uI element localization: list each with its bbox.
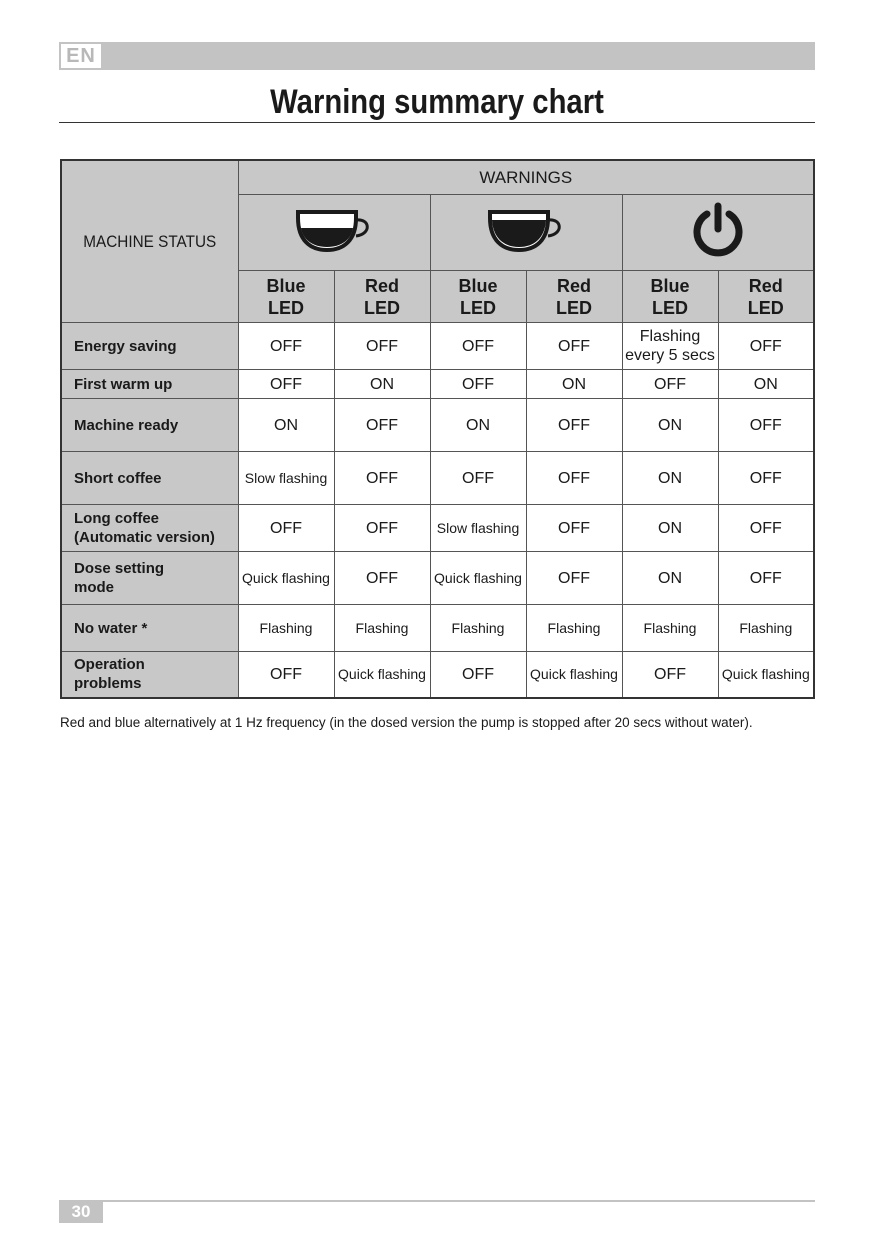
row-label: Dose setting mode	[61, 552, 238, 605]
table-cell: OFF	[622, 370, 718, 399]
table-cell: OFF	[430, 652, 526, 698]
table-cell: OFF	[334, 552, 430, 605]
table-row	[61, 323, 814, 370]
language-bar	[59, 42, 815, 70]
table-cell: ON	[622, 452, 718, 505]
warning-chart-table	[60, 159, 815, 699]
table-cell: OFF	[526, 505, 622, 552]
led-header-2-red: Red LED	[526, 271, 622, 323]
table-cell: ON	[622, 505, 718, 552]
table-cell: OFF	[334, 505, 430, 552]
language-badge: EN	[61, 44, 101, 68]
machine-status-header-cell	[61, 160, 238, 323]
table-row	[61, 505, 814, 552]
table-row	[61, 452, 814, 505]
row-label: No water *	[61, 605, 238, 652]
table-cell: Quick flashing	[430, 552, 526, 605]
table-cell: OFF	[718, 323, 814, 370]
table-cell: OFF	[430, 452, 526, 505]
table-cell: Slow flashing	[430, 505, 526, 552]
led-header-1-blue: Blue LED	[238, 271, 334, 323]
table-cell: OFF	[334, 452, 430, 505]
table-cell: OFF	[622, 652, 718, 698]
table-cell: OFF	[238, 370, 334, 399]
led-header-3-blue: Blue LED	[622, 271, 718, 323]
power-icon	[622, 195, 814, 271]
table-cell: OFF	[238, 505, 334, 552]
table-cell: OFF	[718, 399, 814, 452]
table-cell: Flashing every 5 secs	[622, 323, 718, 370]
table-cell: ON	[334, 370, 430, 399]
row-label: First warm up	[61, 370, 238, 399]
table-cell: Flashing	[526, 605, 622, 652]
page-title: Warning summary chart	[270, 83, 604, 121]
row-label: Short coffee	[61, 452, 238, 505]
table-cell: Flashing	[718, 605, 814, 652]
table-cell: Quick flashing	[334, 652, 430, 698]
table-cell: Flashing	[622, 605, 718, 652]
table-cell: OFF	[238, 652, 334, 698]
footnote: Red and blue alternatively at 1 Hz frequency (in the dosed version the pump is stopped after 20 secs without water).	[60, 715, 753, 730]
table-cell: OFF	[718, 552, 814, 605]
table-cell: Flashing	[334, 605, 430, 652]
led-header-1-red: Red LED	[334, 271, 430, 323]
double-cup-icon	[430, 195, 622, 271]
table-cell: Quick flashing	[718, 652, 814, 698]
table-cell: OFF	[526, 452, 622, 505]
table-cell: ON	[430, 399, 526, 452]
table-cell: Slow flashing	[238, 452, 334, 505]
table-cell: OFF	[526, 552, 622, 605]
table-cell: OFF	[334, 323, 430, 370]
table-cell: OFF	[430, 323, 526, 370]
row-label: Long coffee (Automatic version)	[61, 505, 238, 552]
table-row	[61, 370, 814, 399]
table-cell: ON	[238, 399, 334, 452]
single-cup-icon	[238, 195, 430, 271]
row-label: Energy saving	[61, 323, 238, 370]
led-header-2-blue: Blue LED	[430, 271, 526, 323]
machine-status-header: MACHINE STATUS	[83, 231, 217, 251]
title-underline	[59, 122, 815, 123]
table-cell: OFF	[526, 323, 622, 370]
table-cell: Flashing	[430, 605, 526, 652]
row-label: Operation problems	[61, 652, 238, 698]
table-cell: OFF	[718, 505, 814, 552]
table-cell: ON	[622, 399, 718, 452]
table-row	[61, 552, 814, 605]
table-cell: ON	[526, 370, 622, 399]
table-cell: ON	[718, 370, 814, 399]
table-cell: Flashing	[238, 605, 334, 652]
table-row	[61, 652, 814, 698]
table-cell: OFF	[526, 399, 622, 452]
table-cell: Quick flashing	[526, 652, 622, 698]
led-header-3-red: Red LED	[718, 271, 814, 323]
table-cell: Quick flashing	[238, 552, 334, 605]
table-cell: OFF	[334, 399, 430, 452]
page-number: 30	[59, 1201, 103, 1223]
table-cell: OFF	[718, 452, 814, 505]
table-cell: OFF	[238, 323, 334, 370]
row-label: Machine ready	[61, 399, 238, 452]
table-cell: OFF	[430, 370, 526, 399]
footer-rule	[59, 1200, 815, 1202]
table-row	[61, 605, 814, 652]
table-row	[61, 399, 814, 452]
table-cell: ON	[622, 552, 718, 605]
warnings-header: WARNINGS	[238, 160, 814, 195]
